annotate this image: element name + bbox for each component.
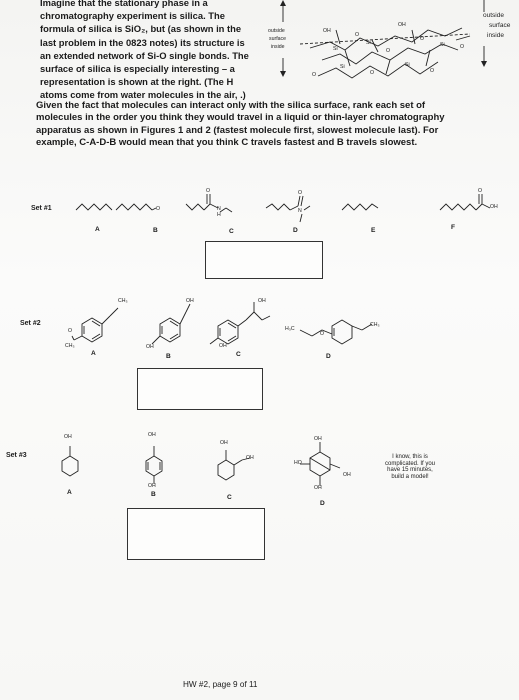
model-note-line: I know, this is — [392, 454, 428, 460]
set-1-letter-d: D — [293, 227, 298, 234]
intro-line: atoms come from water molecules in the air, .) — [40, 89, 246, 101]
set-2-label: Set #2 — [20, 320, 41, 327]
set-3-letter-a: A — [67, 489, 72, 496]
silica-si: Si — [440, 42, 445, 48]
silica-o: O — [370, 70, 375, 76]
silica-oh: OH — [323, 28, 331, 34]
silica-o: O — [430, 68, 435, 74]
set-2-letter-b: B — [166, 353, 171, 360]
set-2-letter-c: C — [236, 351, 241, 358]
set-3-a-oh: OH — [64, 434, 72, 440]
page-footer: HW #2, page 9 of 11 — [183, 680, 258, 689]
set-1-letter-b: B — [153, 227, 158, 234]
set-3-d-oh-top: OH — [314, 436, 322, 442]
set-2-a-ch3-top: CH₃ — [118, 298, 128, 304]
set-1-letter-a: A — [95, 226, 100, 233]
set-1-f-oxygen: O — [478, 188, 483, 194]
question-line: example, C-A-D-B would mean that you think C travels fastest and B travels slowest. — [36, 137, 418, 149]
set-3-d-oh-bottom: OH — [314, 485, 322, 491]
set-3-b-oh-bottom: OH — [148, 483, 156, 489]
set-3-b-oh-top: OH — [148, 432, 156, 438]
silica-label-outside-right: outside — [483, 12, 504, 19]
set-2-c-oh-bottom: OH — [219, 343, 227, 349]
set-1-answer-box[interactable] — [205, 241, 323, 279]
silica-o: O — [420, 36, 425, 42]
set-1-label: Set #1 — [31, 205, 52, 212]
model-note-line: have 15 minutes, — [387, 467, 433, 473]
set-3-answer-box[interactable] — [127, 508, 265, 560]
set-1-letter-e: E — [371, 227, 376, 234]
silica-o: O — [312, 72, 317, 78]
set-1-letter-c: C — [229, 228, 234, 235]
set-3-c-oh-side: OH — [246, 455, 254, 461]
silica-surface-figure — [0, 0, 519, 100]
set-3-letter-b: B — [151, 491, 156, 498]
intro-line: formula of silica is SiO₂, but (as shown in the — [40, 23, 242, 35]
silica-o: O — [460, 44, 465, 50]
set-1-d-nitrogen: N — [298, 208, 302, 214]
set-2-letter-a: A — [91, 350, 96, 357]
intro-line: an extended network of Si-O single bonds. The — [40, 49, 249, 61]
silica-si: Si — [340, 64, 345, 70]
set-2-letter-d: D — [326, 353, 331, 360]
set-3-d-oh-right: OH — [343, 472, 351, 478]
intro-line: surface of silica is especially interesting – a — [40, 63, 235, 75]
intro-line: chromatography experiment is silica. The — [40, 10, 225, 22]
model-note-line: complicated. If you — [384, 460, 436, 467]
set-2-b-oh-bottom: OH — [146, 344, 154, 350]
silica-si: Si — [405, 62, 410, 68]
intro-line: representation is shown at the right. (The H — [40, 76, 234, 88]
silica-label-inside-left: inside — [271, 44, 285, 50]
set-2-a-ch3-bottom: CH₃ — [65, 343, 75, 349]
silica-label-surface-right: surface — [489, 22, 511, 29]
set-2-d-o: O — [320, 331, 325, 337]
set-1-c-h: H — [217, 212, 221, 218]
silica-si: Si — [366, 40, 371, 46]
set-2-a-o: O — [68, 328, 73, 334]
set-1-f-oh: OH — [490, 204, 498, 210]
set-3-c-oh-top: OH — [220, 440, 228, 446]
model-note — [370, 454, 450, 480]
question-line: apparatus as shown in Figures 1 and 2 (fastest molecule first, slowest molecule last). For — [36, 124, 439, 136]
set-1-d-oxygen: O — [298, 190, 303, 196]
set-2-d-ch3: CH₃ — [370, 322, 380, 328]
set-1-c-oxygen: O — [206, 188, 211, 194]
silica-oh: OH — [398, 22, 406, 28]
set-3-label: Set #3 — [6, 452, 27, 459]
model-note-line: build a model! — [391, 473, 429, 480]
question-line: molecules in the order you think they would travel in a liquid or thin-layer chromatography — [36, 112, 445, 124]
set-3-letter-d: D — [320, 500, 325, 507]
question-line: Given the fact that molecules can interact only with the silica surface, rank each set of — [36, 100, 426, 111]
silica-label-inside-right: inside — [487, 32, 504, 39]
silica-o: O — [355, 32, 360, 38]
silica-label-surface-left: surface — [269, 36, 287, 42]
set-2-c-oh-top: OH — [258, 298, 266, 304]
silica-o: O — [386, 48, 391, 54]
silica-si: Si — [333, 46, 338, 52]
intro-line: Imagine that the stationary phase in a — [40, 0, 208, 8]
set-1-c-nh: N — [217, 206, 221, 212]
set-3-letter-c: C — [227, 494, 232, 501]
set-1-molecules — [0, 188, 519, 238]
set-3-d-ho: HO — [294, 460, 302, 466]
set-1-letter-f: F — [451, 224, 456, 231]
set-2-d-h3c: H₃C — [285, 326, 295, 332]
silica-label-outside-left: outside — [268, 28, 285, 34]
set-1-b-oxygen: O — [156, 206, 161, 212]
set-2-answer-box[interactable] — [137, 368, 263, 410]
intro-line: last problem in the 0823 notes) its structure is — [40, 36, 245, 48]
question-paragraph — [36, 100, 486, 150]
set-2-b-oh-top: OH — [186, 298, 194, 304]
